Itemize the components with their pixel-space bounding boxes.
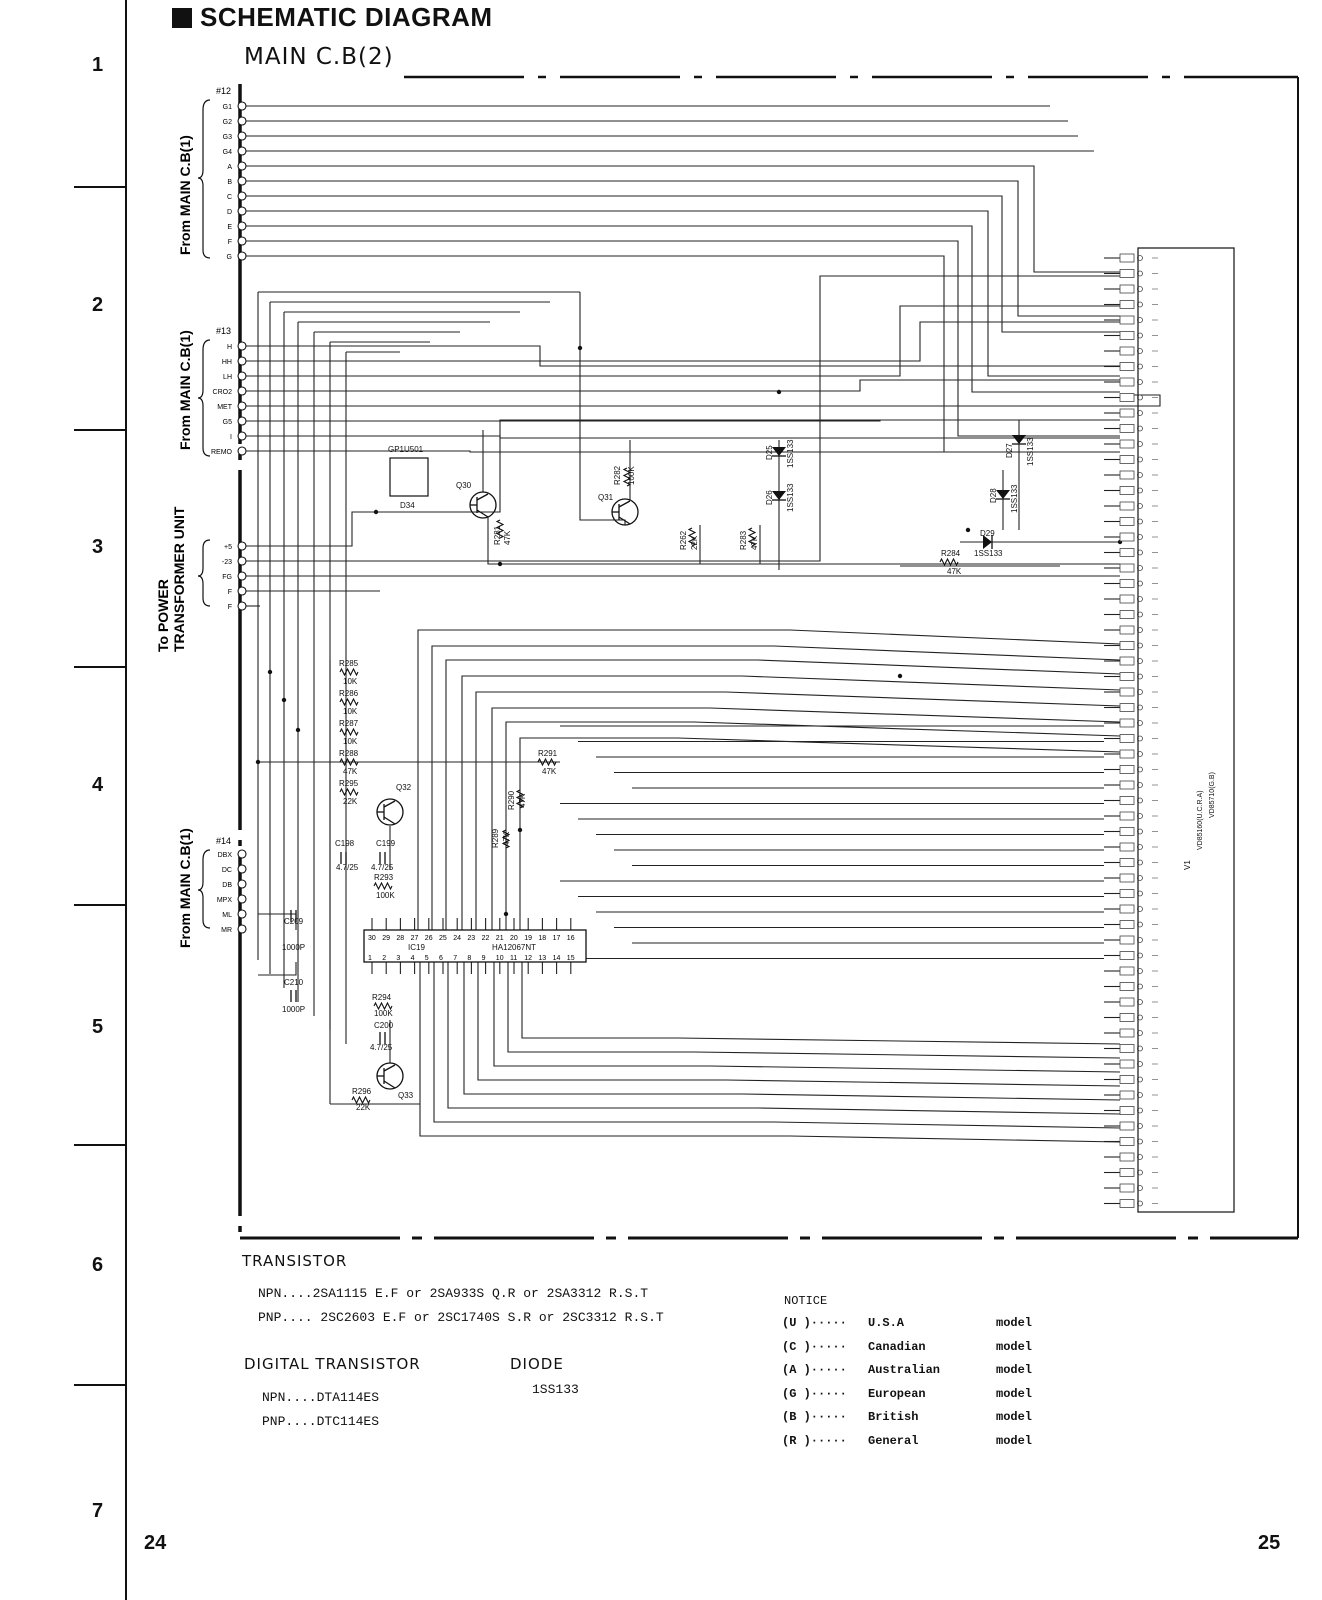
r285-value: 10K — [343, 677, 358, 686]
j13-pin-label: I — [230, 434, 232, 441]
diode-d27 — [1012, 435, 1026, 444]
r288-value: 47K — [343, 767, 358, 776]
r288-label: R288 — [339, 749, 359, 758]
q32-label: Q32 — [396, 783, 412, 792]
digital-npn-line: NPN....DTA114ES — [262, 1390, 380, 1405]
row-marker-3: 3 — [92, 536, 104, 558]
c198-value: 4.7/25 — [336, 863, 359, 872]
ic19-top-pin-number: 27 — [410, 935, 419, 942]
j12-id: #12 — [216, 86, 232, 96]
j13-pin-terminal — [238, 447, 246, 455]
j12-pin-label: G1 — [222, 104, 232, 111]
notice-region: Canadian — [868, 1339, 926, 1354]
notice-model: model — [996, 1363, 1033, 1377]
power-pin-terminal — [238, 557, 246, 565]
page-number-right: 25 — [1258, 1532, 1281, 1554]
j12-pin-label: G — [226, 254, 232, 261]
c198-label: C198 — [335, 839, 355, 848]
j12-pin-label: E — [227, 224, 232, 231]
r286-label: R286 — [339, 689, 359, 698]
ic19-bottom-pin-number: 15 — [566, 955, 575, 962]
notice-model: model — [996, 1339, 1033, 1354]
ic19-top-pin-number: 17 — [552, 935, 561, 942]
ic19-top-pin-number: 25 — [439, 935, 447, 942]
ic19-bottom-pin-number: 4 — [410, 955, 415, 962]
ic19-bottom-pin-number: 10 — [495, 955, 504, 962]
j14-pin-label: DB — [222, 882, 232, 889]
r290-value: 47K — [518, 793, 527, 808]
j13-source-label: From MAIN C.B(1) — [177, 330, 193, 450]
j12-pin-label: C — [226, 194, 232, 201]
d27-type: 1SS133 — [1026, 437, 1035, 466]
j14-pin-label: DBX — [217, 852, 232, 859]
d27-label: D27 — [1005, 443, 1014, 458]
j12-pin-label: A — [227, 164, 232, 171]
j12-pin-label: B — [227, 179, 232, 186]
diode-heading: DIODE — [510, 1355, 564, 1373]
board-title: MAIN C.B(2) — [244, 44, 394, 70]
power-pin-label: FG — [222, 574, 232, 581]
j14-id: #14 — [216, 836, 232, 846]
notice-heading: NOTICE — [784, 1294, 828, 1308]
d29-label: D29 — [980, 529, 995, 538]
j12-pin-label: D — [226, 209, 232, 216]
ic19-bottom-pin-number: 12 — [524, 955, 532, 962]
r293-value: 100K — [376, 891, 395, 900]
ic19-top-pin-number: 21 — [495, 935, 504, 942]
ic19-top-pin-number: 22 — [481, 935, 490, 942]
notice-region: U.S.A — [868, 1316, 905, 1330]
c210-value: 1000P — [282, 1005, 306, 1014]
power-pin-label: -23 — [221, 559, 232, 566]
d26-label: D26 — [765, 490, 774, 505]
transistor-q33 — [377, 1063, 403, 1089]
r283-value: 47K — [750, 535, 759, 550]
j14-pin-terminal — [238, 910, 246, 918]
component-labels — [282, 437, 1216, 1112]
resistor-symbols — [340, 468, 958, 1103]
r281-value: 47K — [503, 530, 512, 545]
v1-display-pins — [1120, 254, 1158, 1208]
r296-label: R296 — [352, 1087, 372, 1096]
page-number-left: 24 — [144, 1532, 167, 1554]
v1-display-body — [1138, 248, 1234, 1212]
r262-label: R262 — [679, 530, 688, 550]
ic19-bottom-pin-number: 3 — [396, 955, 401, 962]
v1-label: V1 — [1183, 860, 1192, 870]
j14-pin-terminal — [238, 925, 246, 933]
j14-pin-terminal — [238, 850, 246, 858]
j14-pin-label: MR — [221, 927, 232, 934]
row-marker-6: 6 — [92, 1254, 104, 1276]
page-title-text: SCHEMATIC DIAGRAM — [200, 2, 493, 32]
j13-pin-label: H — [226, 344, 232, 351]
j13-pin-label: MET — [217, 404, 232, 411]
r285-label: R285 — [339, 659, 359, 668]
ic19-part: HA12067NT — [492, 943, 537, 952]
c210-label: C210 — [284, 978, 304, 987]
notice-code: (B )····· — [782, 1410, 847, 1424]
j14-pin-label: DC — [221, 867, 232, 874]
j12-pin-terminal — [238, 192, 246, 200]
power-pin-terminal — [238, 602, 246, 610]
r262-value: 22K — [690, 535, 699, 550]
d29-type: 1SS133 — [974, 549, 1003, 558]
j14-pin-label: MPX — [216, 897, 232, 904]
r286-value: 10K — [343, 707, 358, 716]
j13-id: #13 — [216, 326, 232, 336]
transistor-pnp-line: PNP.... 2SC2603 E.F or 2SC1740S S.R or 2SC3312 R.S.T — [258, 1310, 664, 1325]
notice-model: model — [996, 1410, 1033, 1424]
power-pin-label: +5 — [224, 544, 232, 551]
d25-label: D25 — [765, 445, 774, 460]
ic19-bottom-pin-number: 8 — [467, 955, 472, 962]
j13-pin-label: CRO2 — [212, 389, 232, 396]
gp1u501-module — [390, 458, 428, 496]
notice-region: General — [868, 1433, 919, 1448]
ic19-bottom-pin-number: 6 — [439, 955, 443, 962]
q33-label: Q33 — [398, 1091, 414, 1100]
j12-pin-terminal — [238, 162, 246, 170]
j12-pin-terminal — [238, 177, 246, 185]
d28-type: 1SS133 — [1010, 484, 1019, 513]
ic19-bottom-pin-number: 5 — [424, 955, 429, 962]
c209-label: C209 — [284, 917, 304, 926]
j14-pin-label: ML — [222, 912, 232, 919]
transistor-q30 — [470, 492, 496, 518]
r294-value: 100K — [374, 1009, 393, 1018]
j14-pin-terminal — [238, 865, 246, 873]
j13-pin-label: LH — [223, 374, 232, 381]
r295-label: R295 — [339, 779, 359, 788]
notice-code: (R )····· — [782, 1433, 847, 1448]
notice-region: Australian — [868, 1363, 941, 1377]
transistor-npn-line: NPN....2SA1115 E.F or 2SA933S Q.R or 2SA3312 R.S.T — [258, 1286, 649, 1301]
r293-label: R293 — [374, 873, 394, 882]
c199-label: C199 — [376, 839, 396, 848]
r284-value: 47K — [947, 567, 962, 576]
c200-value: 4.7/25 — [370, 1043, 393, 1052]
j13-pin-terminal — [238, 357, 246, 365]
notice-region: British — [868, 1410, 919, 1424]
power-source-label-2: TRANSFORMER UNIT — [171, 506, 187, 652]
c209-value: 1000P — [282, 943, 306, 952]
j12-pin-label: G2 — [222, 119, 232, 126]
power-pin-label: F — [227, 589, 232, 596]
j12-pin-terminal — [238, 117, 246, 125]
notice-code: (U )····· — [782, 1316, 847, 1330]
power-pin-terminal — [238, 542, 246, 550]
ic19-top-pin-number: 20 — [510, 935, 518, 942]
digital-transistor-heading: DIGITAL TRANSISTOR — [244, 1355, 421, 1373]
ic19-bottom-pin-number: 2 — [382, 955, 387, 962]
c200-label: C200 — [374, 1021, 394, 1030]
diode-d26 — [772, 491, 786, 500]
transistor-heading: TRANSISTOR — [242, 1252, 348, 1270]
j12-pin-label: G3 — [222, 134, 232, 141]
r289-value: 47K — [502, 831, 511, 846]
r284-label: R284 — [941, 549, 961, 558]
row-marker-2: 2 — [92, 294, 104, 316]
j12-pin-terminal — [238, 207, 246, 215]
page-title — [172, 2, 493, 33]
ic19-top-pin-number: 19 — [524, 935, 532, 942]
row-marker-5: 5 — [92, 1016, 104, 1038]
title-bullet-icon — [172, 8, 192, 28]
d26-type: 1SS133 — [786, 483, 795, 512]
j13-pin-label: HH — [221, 359, 232, 366]
ic19-bottom-pin-number: 9 — [481, 955, 486, 962]
j14-source-label: From MAIN C.B(1) — [177, 828, 193, 948]
notice-model: model — [996, 1316, 1033, 1330]
j12-pin-terminal — [238, 102, 246, 110]
j13-pin-terminal — [238, 417, 246, 425]
j13-pin-terminal — [238, 432, 246, 440]
notice-model: model — [996, 1433, 1033, 1448]
ic19-top-pin-number: 26 — [424, 935, 433, 942]
d25-type: 1SS133 — [786, 439, 795, 468]
notice-region: European — [868, 1386, 926, 1401]
j13-pin-label: G5 — [222, 419, 232, 426]
gp1u501-label: GP1U501 — [388, 445, 424, 454]
power-pin-terminal — [238, 572, 246, 580]
row-marker-7: 7 — [92, 1500, 104, 1522]
power-pin-label: F — [227, 604, 232, 611]
digital-pnp-line: PNP....DTC114ES — [262, 1414, 380, 1429]
j12-pin-label: F — [227, 239, 232, 246]
q30-label: Q30 — [456, 481, 472, 490]
j12-pin-label: G4 — [222, 149, 232, 156]
notice-model: model — [996, 1386, 1033, 1401]
r289-label: R289 — [491, 828, 500, 848]
q31-label: Q31 — [598, 493, 614, 502]
row-marker-1: 1 — [92, 54, 104, 76]
r295-value: 22K — [343, 797, 358, 806]
ic19-top-pin-number: 24 — [453, 935, 461, 942]
ic19-top-pin-number: 28 — [396, 935, 405, 942]
r283-label: R283 — [739, 530, 748, 550]
r282-label: R282 — [613, 465, 622, 485]
r287-value: 10K — [343, 737, 358, 746]
j14-pin-terminal — [238, 880, 246, 888]
connector-braces — [198, 100, 210, 928]
r281-label: R281 — [493, 525, 502, 545]
diode-value: 1SS133 — [532, 1382, 579, 1397]
j13-pin-terminal — [238, 387, 246, 395]
v1-part-a: VD85160(U.C.R.A) — [1197, 790, 1204, 850]
v1-part-b: VD85710(G.B) — [1209, 772, 1216, 818]
ic19-top-pin-number: 29 — [382, 935, 390, 942]
ic19-bottom-pin-number: 14 — [552, 955, 561, 962]
j12-pin-terminal — [238, 147, 246, 155]
r287-label: R287 — [339, 719, 359, 728]
diode-d28 — [996, 490, 1010, 499]
j12-pin-terminal — [238, 132, 246, 140]
wire-network — [246, 106, 1160, 1204]
ic19-bottom-pin-number: 13 — [538, 955, 547, 962]
j13-pin-terminal — [238, 402, 246, 410]
ic19-top-pin-number: 23 — [467, 935, 476, 942]
j13-pin-terminal — [238, 342, 246, 350]
ic19-bottom-pin-number: 1 — [368, 955, 372, 962]
j12-pin-terminal — [238, 222, 246, 230]
ic19-bottom-pin-number: 7 — [453, 955, 458, 962]
r294-label: R294 — [372, 993, 392, 1002]
power-source-label-1: To POWER — [155, 579, 171, 652]
transistor-q32 — [377, 799, 403, 825]
j13-pin-label: REMO — [211, 449, 232, 456]
r296-value: 22K — [356, 1103, 371, 1112]
r282-value: 100K — [627, 466, 636, 485]
r291-value: 47K — [542, 767, 557, 776]
notice-code: (C )····· — [782, 1339, 847, 1354]
j12-pin-terminal — [238, 237, 246, 245]
notice-code: (G )····· — [782, 1386, 847, 1401]
j14-pin-terminal — [238, 895, 246, 903]
j12-pin-terminal — [238, 252, 246, 260]
j13-pin-terminal — [238, 372, 246, 380]
c199-value: 4.7/25 — [371, 863, 394, 872]
power-pin-terminal — [238, 587, 246, 595]
r290-label: R290 — [507, 790, 516, 810]
r291-label: R291 — [538, 749, 558, 758]
ic19-top-pin-number: 30 — [368, 935, 376, 942]
d34-label: D34 — [400, 501, 415, 510]
ic19-top-pin-number: 18 — [538, 935, 547, 942]
ic19-label: IC19 — [408, 943, 425, 952]
transistor-q31 — [612, 499, 638, 525]
j12-source-label: From MAIN C.B(1) — [177, 135, 193, 255]
row-marker-4: 4 — [92, 774, 104, 796]
ic19-top-pin-number: 16 — [566, 935, 575, 942]
ic19-bottom-pin-number: 11 — [510, 955, 518, 962]
notice-code: (A )····· — [782, 1363, 847, 1377]
d28-label: D28 — [989, 488, 998, 503]
